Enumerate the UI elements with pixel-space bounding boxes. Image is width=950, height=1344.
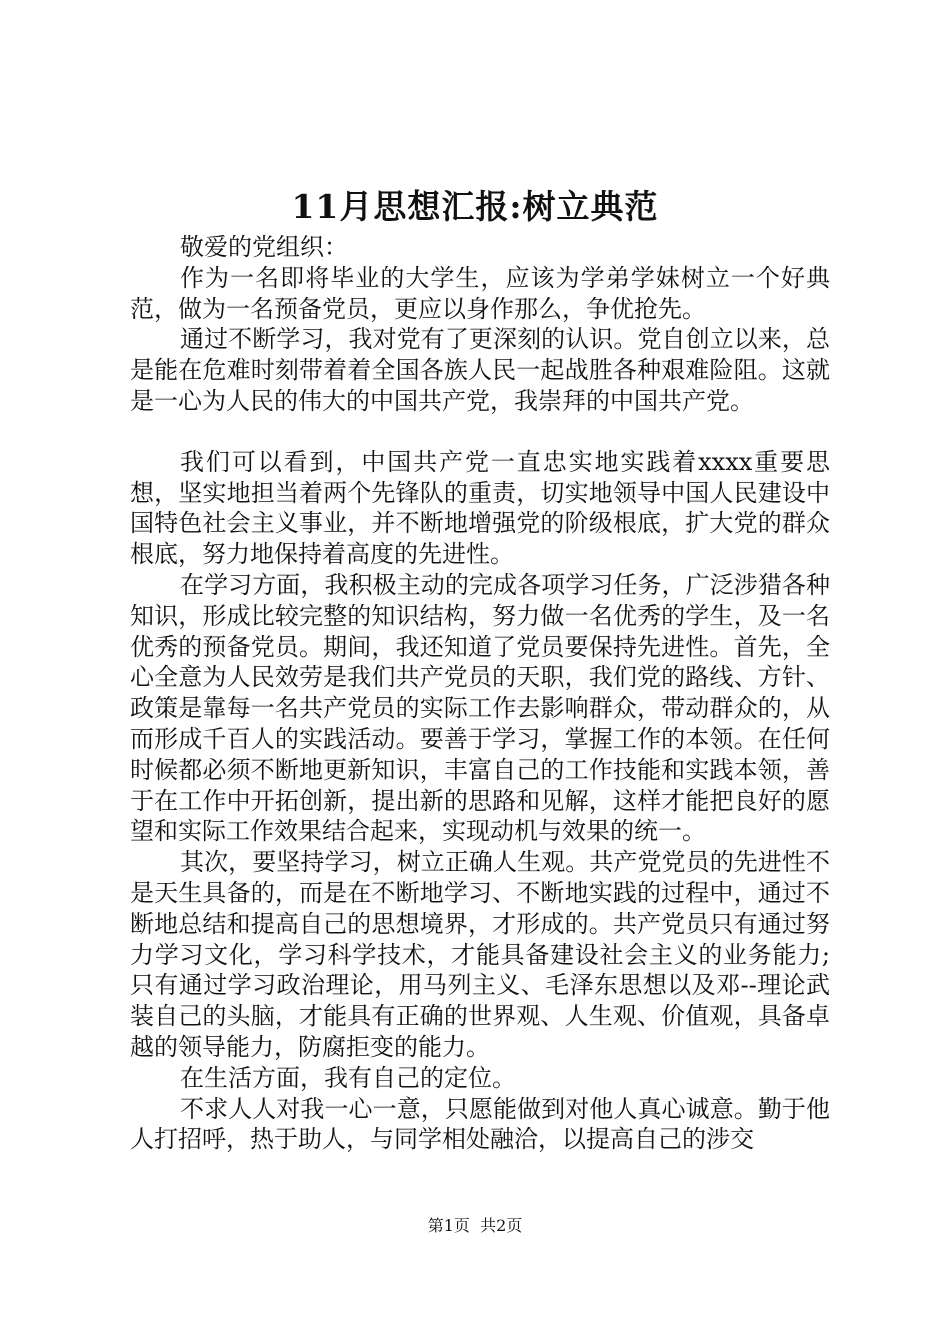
page-number: 第1页 — [427, 1216, 470, 1235]
document-title: 11月思想汇报:树立典范 — [291, 187, 659, 226]
paragraph-2: 通过不断学习，我对党有了更深刻的认识。党自创立以来，总是能在危难时刻带着着全国各族人民一起战胜各种艰难险阻。这就是一心为人民的伟大的中国共产党，我崇拜的中国共产党。 — [130, 325, 830, 415]
paragraph-1: 作为一名即将毕业的大学生，应该为学弟学妹树立一个好典范，做为一名预备党员，更应以身作那么，争优抢先。 — [130, 263, 830, 323]
paragraph-3: 我们可以看到，中国共产党一直忠实地实践着xxxx重要思想，坚实地担当着两个先锋队的重责，切实地领导中国人民建设中国特色社会主义事业，并不断地增强党的阶级根底，扩大党的群众根底，努力地保持着高度的先进性。 — [130, 447, 830, 569]
footer-separator — [470, 1216, 480, 1235]
salutation: 敬爱的党组织： — [180, 233, 348, 261]
paragraph-5: 其次，要坚持学习，树立正确人生观。共产党党员的先进性不是天生具备的，而是在不断地学习、不断地实践的过程中，通过不断地总结和提高自己的思想境界，才形成的。共产党员只有通过努力学习文化，学习科学技术，才能具备建设社会主义的业务能力;只有通过学习政治理论，用马列主义、毛泽东思想以及邓--理论武装自己的头脑，才能具有正确的世界观、人生观、价值观，具备卓越的领导能力，防腐拒变的能力。 — [130, 848, 830, 1061]
document-body — [130, 232, 830, 1155]
paragraph-6: 在生活方面，我有自己的定位。 — [180, 1063, 516, 1092]
paragraph-7: 不求人人对我一心一意，只愿能做到对他人真心诚意。勤于他人打招呼，热于助人，与同学相处融洽，以提高自己的涉交 — [130, 1094, 830, 1154]
page-footer — [0, 1215, 950, 1237]
page-total: 共2页 — [480, 1216, 523, 1235]
paragraph-4: 在学习方面，我积极主动的完成各项学习任务，广泛涉猎各种知识，形成比较完整的知识结构，努力做一名优秀的学生，及一名优秀的预备党员。期间，我还知道了党员要保持先进性。首先，全心全意为人民效劳是我们共产党员的天职，我们党的路线、方针、政策是靠每一名共产党员的实际工作去影响群众，带动群众的，从而形成千百人的实践活动。要善于学习，掌握工作的本领。在任何时候都必须不断地更新知识，丰富自己的工作技能和实践本领，善于在工作中开拓创新，提出新的思路和见解，这样才能把良好的愿望和实际工作效果结合起来，实现动机与效果的统一。 — [130, 570, 830, 846]
